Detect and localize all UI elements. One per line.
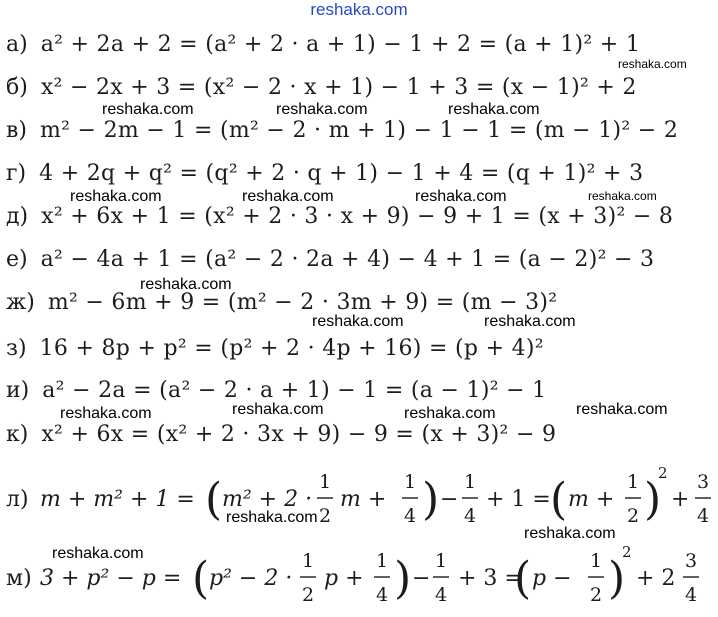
- equation-label: м): [6, 566, 32, 591]
- equation-term: + 3 =: [458, 566, 523, 591]
- equation-label: ж): [6, 290, 35, 315]
- equation-term: +: [671, 487, 690, 512]
- equation-term: m +: [340, 487, 387, 512]
- equation-term: p² − 2 ·: [209, 566, 293, 591]
- fraction-denominator: 2: [626, 505, 640, 527]
- equation-row-b: [6, 73, 637, 103]
- equation-text: x² − 2x + 3 = (x² − 2 · x + 1) − 1 + 3 = (x − 1)² + 2: [40, 75, 637, 100]
- equation-label: е): [6, 247, 28, 272]
- fraction-denominator: 2: [301, 584, 315, 606]
- watermark: reshaka.com: [415, 188, 507, 205]
- equation-label: б): [6, 75, 28, 100]
- equation-text: m² − 6m + 9 = (m² − 2 · 3m + 9) = (m − 3)²: [47, 290, 558, 315]
- equation-lhs: m + m² + 1 =: [40, 487, 195, 512]
- left-paren: (: [192, 553, 210, 604]
- watermark: reshaka.com: [140, 276, 232, 293]
- fraction-numerator: 1: [434, 550, 448, 572]
- right-paren: ): [422, 474, 440, 525]
- watermark: reshaka.com: [312, 313, 404, 330]
- equation-row-v: [6, 116, 678, 146]
- watermark: reshaka.com: [618, 57, 687, 71]
- left-paren: (: [205, 474, 223, 525]
- equation-term: + 2: [636, 566, 676, 591]
- watermark: reshaka.com: [232, 401, 324, 418]
- right-paren: ): [644, 474, 662, 525]
- left-paren: (: [550, 474, 568, 525]
- fraction-numerator: 3: [696, 471, 710, 493]
- equation-text: x² + 6x + 1 = (x² + 2 · 3 · x + 9) − 9 + 1 = (x + 3)² − 8: [41, 204, 674, 229]
- fraction-denominator: 4: [434, 584, 448, 606]
- equation-term: + 1 =: [486, 487, 551, 512]
- equation-text: 16 + 8p + p² = (p² + 2 · 4p + 16) = (p + 4)²: [39, 336, 544, 361]
- fraction-denominator: 2: [318, 505, 332, 527]
- fraction-numerator: 1: [589, 550, 603, 572]
- equation-label: г): [6, 161, 27, 186]
- equation-text: a² − 4a + 1 = (a² − 2 · 2a + 4) − 4 + 1 = (a − 2)² − 3: [40, 247, 655, 272]
- watermark: reshaka.com: [576, 401, 668, 418]
- equation-label: к): [6, 422, 29, 447]
- exponent: 2: [622, 543, 632, 561]
- equation-text: m² − 2m − 1 = (m² − 2 · m + 1) − 1 − 1 = (m − 1)² − 2: [39, 118, 679, 143]
- watermark: reshaka.com: [404, 405, 496, 422]
- equation-text: x² + 6x = (x² + 2 · 3x + 9) − 9 = (x + 3)² − 9: [41, 422, 557, 447]
- equation-lhs: 3 + p² − p =: [40, 566, 182, 591]
- fraction-numerator: 1: [301, 550, 315, 572]
- equation-term: −: [440, 487, 459, 512]
- watermark: reshaka.com: [52, 545, 144, 562]
- fraction-numerator: 3: [684, 550, 698, 572]
- fraction-numerator: 1: [375, 550, 389, 572]
- site-link[interactable]: reshaka.com: [310, 0, 408, 19]
- equation-row-k: [6, 420, 556, 450]
- fraction-denominator: 4: [696, 505, 710, 527]
- equation-label: з): [6, 336, 27, 361]
- equation-text: a² + 2a + 2 = (a² + 2 · a + 1) − 1 + 2 = (a + 1)² + 1: [40, 32, 641, 57]
- equation-label: и): [6, 378, 30, 403]
- equation-text: a² − 2a = (a² − 2 · a + 1) − 1 = (a − 1)² − 1: [42, 378, 547, 403]
- equation-row-z: [6, 334, 544, 364]
- watermark: reshaka.com: [60, 405, 152, 422]
- fraction-denominator: 2: [589, 584, 603, 606]
- left-paren: (: [514, 553, 532, 604]
- equation-term: m² + 2 ·: [222, 487, 313, 512]
- equation-term: −: [412, 566, 431, 591]
- watermark: reshaka.com: [448, 101, 540, 118]
- fraction-numerator: 1: [463, 471, 477, 493]
- equation-text: 4 + 2q + q² = (q² + 2 · q + 1) − 1 + 4 = (q + 1)² + 3: [39, 161, 644, 186]
- equation-row-g: [6, 159, 643, 189]
- right-paren: ): [394, 553, 412, 604]
- equation-label: а): [6, 32, 28, 57]
- equation-label: д): [6, 204, 29, 229]
- fraction-numerator: 1: [403, 471, 417, 493]
- fraction-denominator: 4: [684, 584, 698, 606]
- equation-row-a: [6, 30, 640, 60]
- equation-row-e: [6, 245, 654, 275]
- fraction-numerator: 1: [626, 471, 640, 493]
- right-paren: ): [608, 553, 626, 604]
- watermark: reshaka.com: [524, 525, 616, 542]
- equation-label: л): [6, 487, 29, 512]
- fraction-numerator: 1: [318, 471, 332, 493]
- fraction-denominator: 4: [403, 505, 417, 527]
- fraction-denominator: 4: [463, 505, 477, 527]
- exponent: 2: [658, 464, 668, 482]
- equation-term: p +: [324, 566, 364, 591]
- watermark: reshaka.com: [588, 189, 657, 203]
- equation-term: p −: [532, 566, 572, 591]
- equation-term: m +: [568, 487, 615, 512]
- watermark: reshaka.com: [276, 101, 368, 118]
- watermark: reshaka.com: [484, 313, 576, 330]
- watermark: reshaka.com: [226, 509, 318, 526]
- equation-row-d: [6, 202, 673, 232]
- fraction-denominator: 4: [375, 584, 389, 606]
- watermark: reshaka.com: [242, 188, 334, 205]
- equation-row-zh: [6, 288, 557, 318]
- watermark: reshaka.com: [102, 101, 194, 118]
- watermark: reshaka.com: [70, 188, 162, 205]
- equation-label: в): [6, 118, 27, 143]
